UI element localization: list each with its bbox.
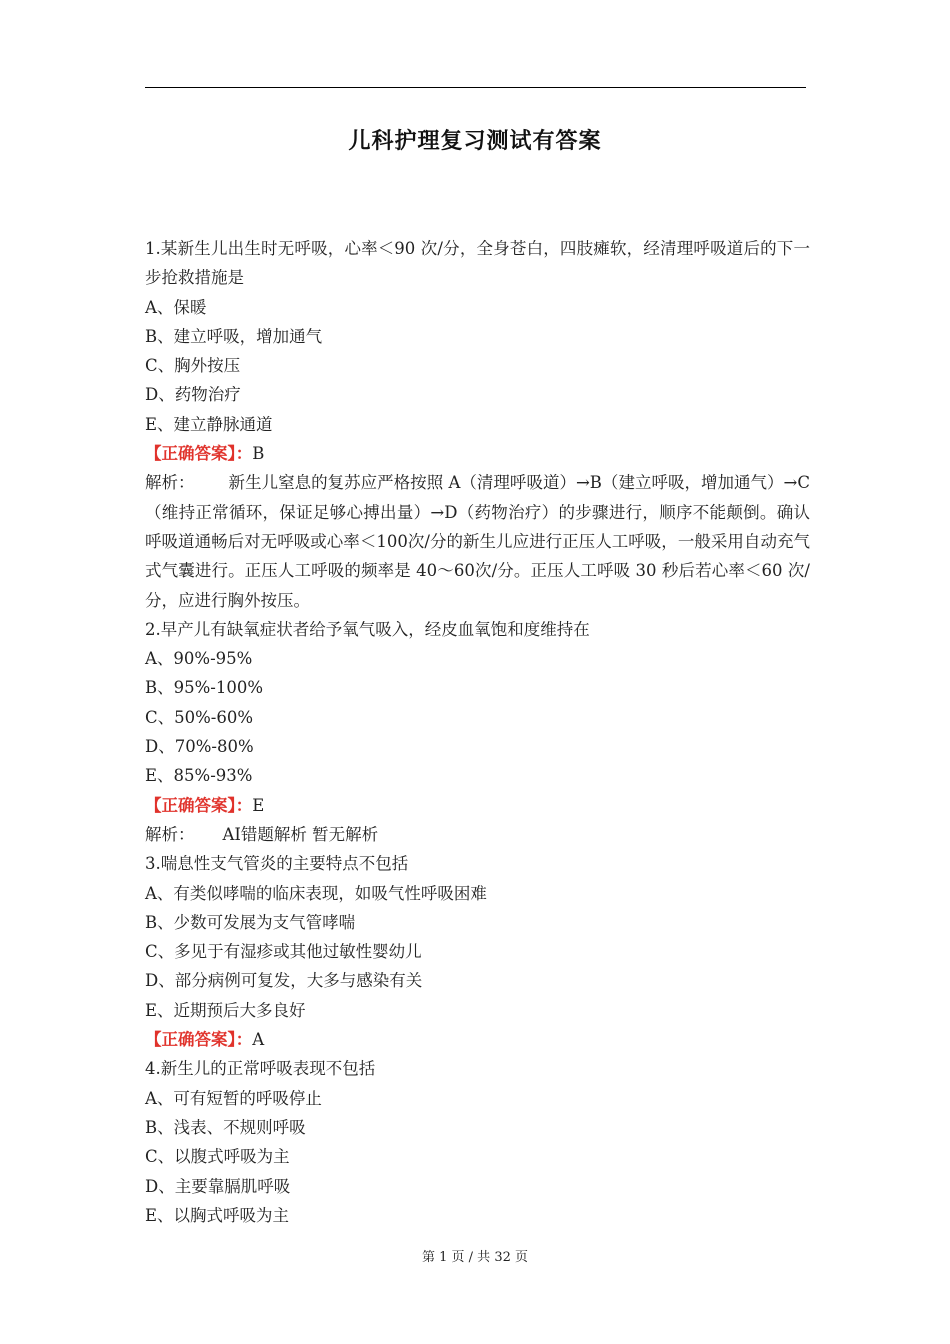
- question-1-analysis: [145, 468, 810, 614]
- question-4-option-b: B、浅表、不规则呼吸: [145, 1117, 306, 1137]
- question-3-option-a: A、有类似哮喘的临床表现，如吸气性呼吸困难: [145, 883, 487, 903]
- question-2-option-d: D、70%-80%: [145, 737, 254, 757]
- question-2-option-e: E、85%-93%: [145, 766, 253, 786]
- question-1-option-a: A、保暖: [145, 297, 207, 317]
- document-body: [145, 234, 810, 1230]
- analysis-text: AI错题解析 暂无解析: [222, 824, 379, 844]
- question-2-option-c: C、50%-60%: [145, 707, 254, 727]
- answer-label: 【正确答案】：: [145, 1030, 253, 1050]
- question-2-option-b: B、95%-100%: [145, 678, 264, 698]
- question-4-option-c: C、以腹式呼吸为主: [145, 1147, 290, 1167]
- question-4-stem: 4.新生儿的正常呼吸表现不包括: [145, 1059, 376, 1079]
- question-1-option-d: D、药物治疗: [145, 385, 241, 405]
- question-2-analysis: [145, 820, 810, 849]
- question-4-option-d: D、主要靠膈肌呼吸: [145, 1176, 291, 1196]
- analysis-text: 新生儿窒息的复苏应严格按照 A（清理呼吸道）→B（建立呼吸，增加通气）→C（维持正常循环，保证足够心搏出量）→D（药物治疗）的步骤进行，顺序不能颠倒。确认呼吸道通畅后对无呼吸或心率＜100次/分的新生儿应进行正压人工呼吸，一般采用自动充气式气囊进行。正压人工呼吸的频率是 40～60次/分。正压人工呼吸 30 秒后若心率＜60 次/分，应进行胸外按压。: [145, 473, 811, 610]
- question-3-option-c: C、多见于有湿疹或其他过敏性婴幼儿: [145, 942, 422, 962]
- header-rule: [145, 87, 806, 88]
- analysis-label: 解析：: [145, 473, 195, 493]
- question-1-answer: [145, 439, 810, 468]
- question-1-option-b: B、建立呼吸，增加通气: [145, 326, 323, 346]
- question-1-stem: 1.某新生儿出生时无呼吸，心率＜90 次/分，全身苍白，四肢瘫软，经清理呼吸道后的下一步抢救措施是: [145, 239, 810, 288]
- question-3-stem: 3.喘息性支气管炎的主要特点不包括: [145, 854, 409, 874]
- answer-value: E: [252, 795, 265, 815]
- analysis-label: 解析：: [145, 824, 195, 844]
- question-4-option-a: A、可有短暂的呼吸停止: [145, 1088, 322, 1108]
- question-3-option-e: E、近期预后大多良好: [145, 1000, 306, 1020]
- question-2-option-a: A、90%-95%: [145, 649, 253, 669]
- question-3-option-d: D、部分病例可复发，大多与感染有关: [145, 971, 423, 991]
- question-2-stem: 2.早产儿有缺氧症状者给予氧气吸入，经皮血氧饱和度维持在: [145, 619, 590, 639]
- question-4-option-e: E、以胸式呼吸为主: [145, 1205, 290, 1225]
- question-2-answer: [145, 791, 810, 820]
- question-1-option-c: C、胸外按压: [145, 356, 241, 376]
- document-title: 儿科护理复习测试有答案: [348, 129, 602, 154]
- answer-value: B: [252, 444, 265, 464]
- question-1-option-e: E、建立静脉通道: [145, 414, 273, 434]
- answer-label: 【正确答案】：: [145, 444, 253, 464]
- question-3-option-b: B、少数可发展为支气管哮喘: [145, 912, 356, 932]
- page-footer: 第 1 页 / 共 32 页: [422, 1250, 528, 1265]
- answer-value: A: [252, 1030, 265, 1050]
- question-3-answer: [145, 1025, 810, 1054]
- answer-label: 【正确答案】：: [145, 795, 253, 815]
